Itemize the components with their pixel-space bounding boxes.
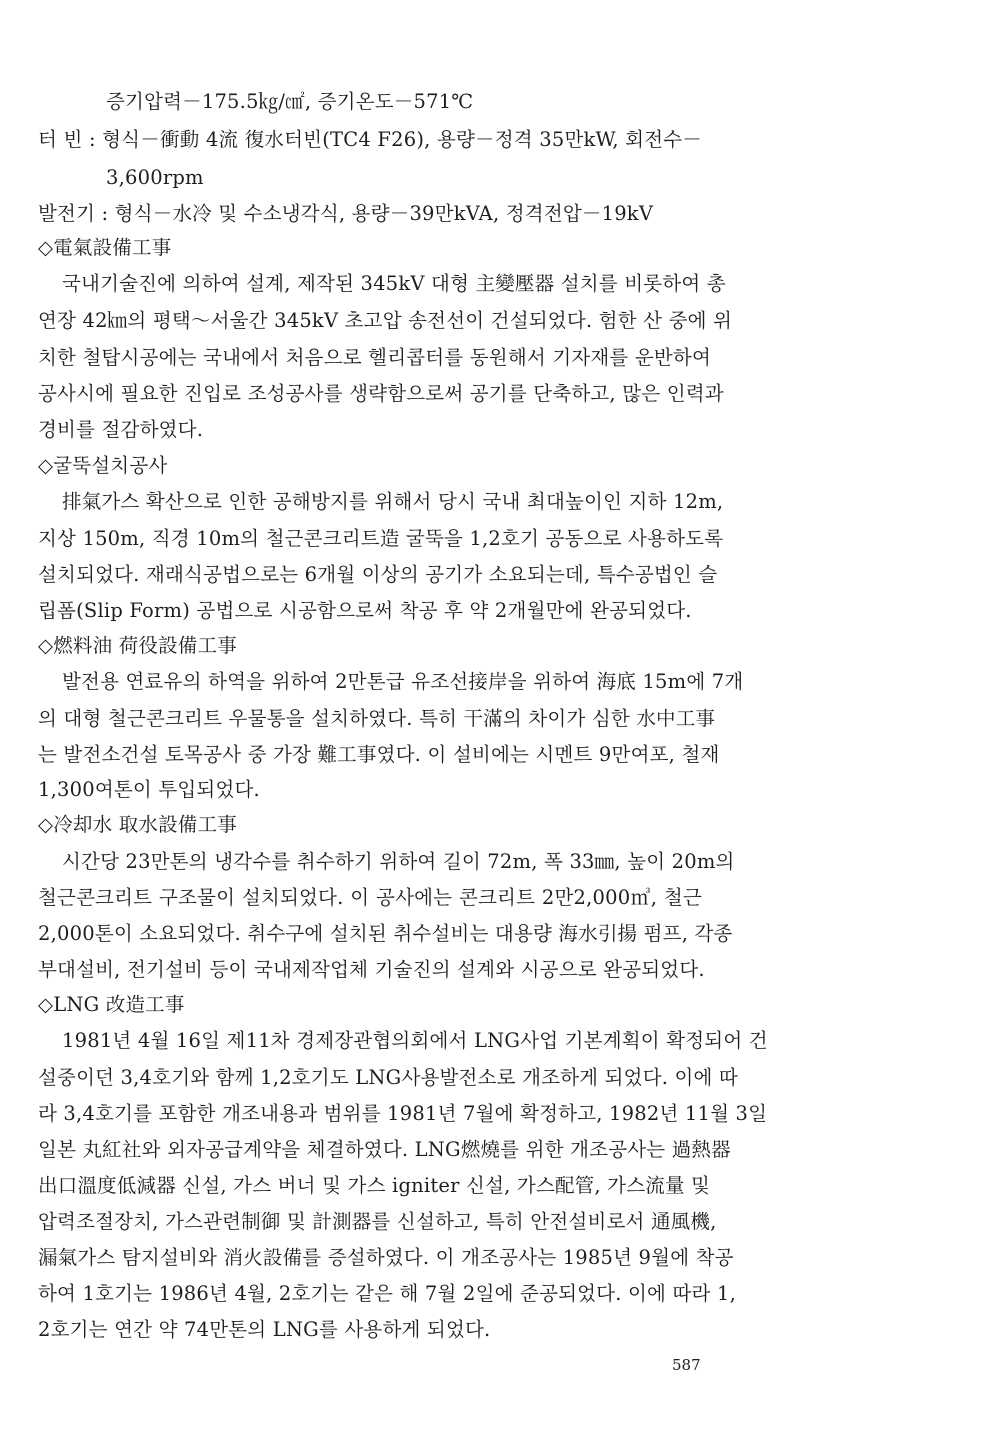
paragraph-line: 지상 150m, 직경 10m의 철근콘크리트造 굴뚝을 1,2호기 공동으로 사용하도록 [38, 527, 724, 550]
paragraph-line: 철근콘크리트 구조물이 설치되었다. 이 공사에는 콘크리트 2만2,000㎥, 철근 [38, 886, 702, 909]
paragraph-line: 설중이던 3,4호기와 함께 1,2호기도 LNG사용발전소로 개조하게 되었다. 이에 따 [38, 1066, 739, 1089]
page-number: 587 [672, 1356, 701, 1374]
paragraph-line: 라 3,4호기를 포함한 개조내용과 범위를 1981년 7월에 확정하고, 1982년 11월 3일 [38, 1102, 768, 1125]
paragraph-line: 경비를 절감하였다. [38, 418, 204, 441]
paragraph-line: 漏氣가스 탐지설비와 消火設備를 증설하였다. 이 개조공사는 1985년 9월에 착공 [38, 1246, 734, 1269]
section-heading-fuel-oil: ◇燃料油 荷役設備工事 [38, 634, 237, 657]
paragraph-line: 1,300여톤이 투입되었다. [38, 778, 260, 801]
section-heading-cooling-water: ◇冷却水 取水設備工事 [38, 813, 237, 836]
paragraph-line: 2호기는 연간 약 74만톤의 LNG를 사용하게 되었다. [38, 1318, 491, 1341]
paragraph-line: 공사시에 필요한 진입로 조성공사를 생략함으로써 공기를 단축하고, 많은 인력과 [38, 382, 724, 405]
paragraph-line: 는 발전소건설 토목공사 중 가장 難工事였다. 이 설비에는 시멘트 9만여포, 철재 [38, 743, 720, 766]
section-heading-electrical: ◇電氣設備工事 [38, 236, 172, 259]
section-heading-chimney: ◇굴뚝설치공사 [38, 454, 168, 477]
paragraph-line: 2,000톤이 소요되었다. 취수구에 설치된 취수설비는 대용량 海水引揚 펌프, 각종 [38, 922, 733, 945]
paragraph-line: 발전용 연료유의 하역을 위하여 2만톤급 유조선接岸을 위하여 海底 15m에 7개 [62, 670, 744, 693]
spec-line-generator: 발전기 : 형식－水冷 및 수소냉각식, 용량－39만kVA, 정격전압－19kV [38, 202, 654, 225]
paragraph-line: 일본 丸紅社와 외자공급계약을 체결하였다. LNG燃燒를 위한 개조공사는 過熱器 [38, 1138, 731, 1161]
paragraph-line: 연장 42㎞의 평택～서울간 345kV 초고압 송전선이 건설되었다. 험한 산 중에 위 [38, 309, 733, 332]
section-heading-lng: ◇LNG 改造工事 [38, 993, 185, 1016]
paragraph-line: 설치되었다. 재래식공법으로는 6개월 이상의 공기가 소요되는데, 특수공법인 슬 [38, 563, 718, 586]
paragraph-line: 압력조절장치, 가스관련制御 및 計測器를 신설하고, 특히 안전설비로서 通風機, [38, 1210, 717, 1233]
paragraph-line: 치한 철탑시공에는 국내에서 처음으로 헬리콥터를 동원해서 기자재를 운반하여 [38, 346, 712, 369]
spec-line-steam: 증기압력－175.5㎏/㎠, 증기온도－571℃ [106, 90, 474, 113]
paragraph-line: 립폼(Slip Form) 공법으로 시공함으로써 착공 후 약 2개월만에 완공되었다. [38, 599, 692, 622]
paragraph-line: 하여 1호기는 1986년 4월, 2호기는 같은 해 7월 2일에 준공되었다. 이에 따라 1, [38, 1282, 736, 1305]
paragraph-line: 시간당 23만톤의 냉각수를 취수하기 위하여 길이 72m, 폭 33㎜, 높이 20m의 [62, 850, 735, 873]
paragraph-line: 出口溫度低減器 신설, 가스 버너 및 가스 igniter 신설, 가스配管, 가스流量 및 [38, 1174, 711, 1197]
spec-line-turbine: 터 빈 : 형식－衝動 4流 復水터빈(TC4 F26), 용량－정격 35만kW, 회전수－ [38, 128, 702, 151]
paragraph-line: 의 대형 철근콘크리트 우물통을 설치하였다. 특히 干滿의 차이가 심한 水中工事 [38, 707, 716, 730]
paragraph-line: 부대설비, 전기설비 등이 국내제작업체 기술진의 설계와 시공으로 완공되었다. [38, 958, 705, 981]
paragraph-line: 排氣가스 확산으로 인한 공해방지를 위해서 당시 국내 최대높이인 지하 12m, [62, 490, 724, 513]
paragraph-line: 국내기술진에 의하여 설계, 제작된 345kV 대형 主變壓器 설치를 비롯하여 총 [62, 272, 726, 295]
paragraph-line: 1981년 4월 16일 제11차 경제장관협의회에서 LNG사업 기본계획이 확정되어 건 [62, 1029, 768, 1052]
spec-line-turbine-rpm: 3,600rpm [106, 166, 204, 189]
